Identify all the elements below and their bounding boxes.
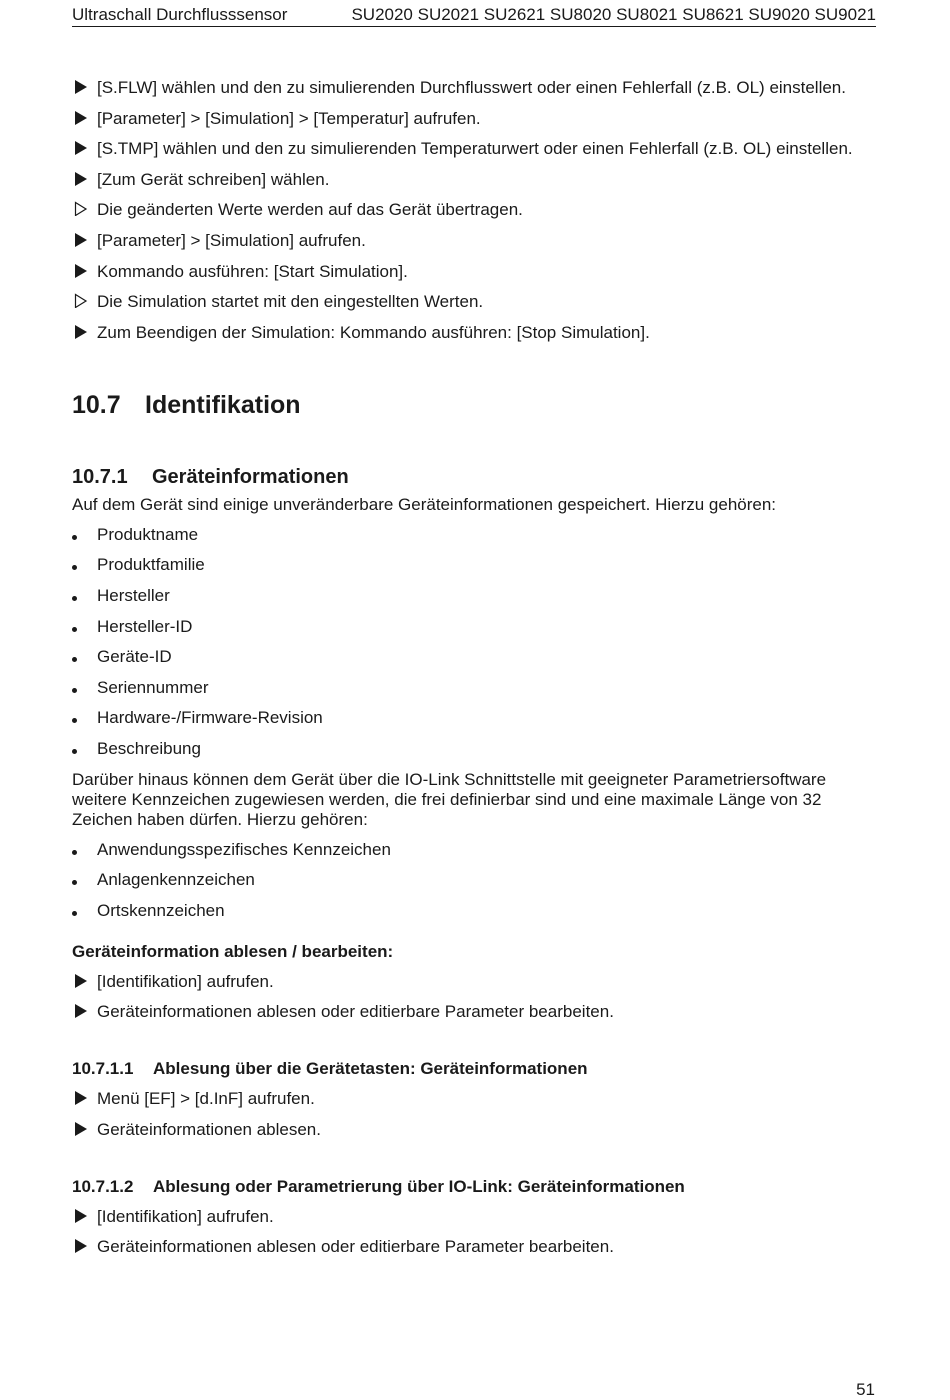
info-list-item bbox=[72, 586, 877, 606]
instruction-step bbox=[72, 1002, 877, 1022]
instruction-step bbox=[72, 1089, 877, 1109]
bullet-icon bbox=[72, 739, 90, 759]
custom-info-list bbox=[72, 840, 877, 921]
info-list-item-text: Produktfamilie bbox=[97, 555, 205, 575]
bullet-icon bbox=[72, 586, 90, 606]
info-list-item bbox=[72, 708, 877, 728]
instruction-step-text: Menü [EF] > [d.InF] aufrufen. bbox=[97, 1089, 315, 1109]
instruction-step bbox=[72, 1237, 877, 1257]
subsection-number: 10.7.1 bbox=[72, 465, 128, 488]
info-list-item-text: Anwendungsspezifisches Kennzeichen bbox=[97, 839, 391, 859]
bullet-icon bbox=[72, 555, 90, 575]
instruction-step-text: [Identifikation] aufrufen. bbox=[97, 1206, 274, 1226]
instruction-step-text: [Zum Gerät schreiben] wählen. bbox=[97, 169, 330, 189]
bullet-icon bbox=[72, 708, 90, 728]
info-list-item-text: Geräte-ID bbox=[97, 647, 172, 667]
action-arrow-icon bbox=[74, 972, 92, 992]
instruction-step bbox=[72, 231, 877, 251]
intro2-paragraph: Darüber hinaus können dem Gerät über die IO-Link Schnittstelle mit geeigneter Parametriersoftware weitere Kennzeichen zugewiesen werden, die frei definierbar sind und eine maximale Länge von 32 Zeichen haben dürfen. Hierzu gehören: bbox=[72, 769, 827, 829]
action-arrow-icon bbox=[74, 1237, 92, 1257]
fixed-info-list bbox=[72, 525, 877, 759]
subsub1-number: 10.7.1.1 bbox=[72, 1059, 134, 1079]
section-title: Identifikation bbox=[145, 390, 301, 419]
action-arrow-icon bbox=[74, 1002, 92, 1022]
info-list-item bbox=[72, 617, 877, 637]
instruction-step bbox=[72, 139, 877, 159]
instruction-step bbox=[72, 200, 877, 220]
info-list-item bbox=[72, 840, 877, 860]
header-model-list: SU2020 SU2021 SU2621 SU8020 SU8021 SU8621 SU9020 SU9021 bbox=[351, 5, 876, 24]
action-arrow-icon bbox=[74, 323, 92, 343]
info-list-item-text: Hersteller-ID bbox=[97, 616, 193, 636]
info-list-item-text: Beschreibung bbox=[97, 738, 201, 758]
instruction-step bbox=[72, 109, 877, 129]
info-list-item bbox=[72, 870, 877, 890]
subsub1-heading bbox=[72, 1059, 877, 1079]
subsub2-steps bbox=[72, 1207, 877, 1258]
page-number: 51 bbox=[856, 1380, 875, 1399]
subsub1-steps bbox=[72, 1089, 877, 1140]
instruction-step-text: Die Simulation startet mit den eingestellten Werten. bbox=[97, 292, 484, 312]
bullet-icon bbox=[72, 647, 90, 667]
action-arrow-icon bbox=[74, 78, 92, 98]
instruction-step-text: Zum Beendigen der Simulation: Kommando ausführen: [Stop Simulation]. bbox=[97, 322, 650, 342]
instruction-step bbox=[72, 292, 877, 312]
action-arrow-icon bbox=[74, 109, 92, 129]
info-list-item-text: Produktname bbox=[97, 524, 199, 544]
subsub2-heading bbox=[72, 1177, 877, 1197]
info-list-item bbox=[72, 678, 877, 698]
subsection-heading bbox=[72, 465, 877, 489]
section-heading bbox=[72, 390, 877, 420]
action-arrow-icon bbox=[74, 139, 92, 159]
bullet-icon bbox=[72, 840, 90, 860]
info-list-item-text: Hardware-/Firmware-Revision bbox=[97, 708, 323, 728]
info-list-item-text: Hersteller bbox=[97, 585, 170, 605]
instruction-step-text: Kommando ausführen: [Start Simulation]. bbox=[97, 261, 408, 281]
instruction-step-text: [S.TMP] wählen und den zu simulierenden Temperaturwert oder einen Fehlerfall (z.B. OL) einstellen. bbox=[97, 139, 853, 159]
result-arrow-icon bbox=[74, 292, 92, 312]
instruction-step-text: Geräteinformationen ablesen oder editierbare Parameter bearbeiten. bbox=[97, 1002, 614, 1022]
info-list-item bbox=[72, 901, 877, 921]
instruction-step bbox=[72, 78, 877, 98]
bullet-icon bbox=[72, 870, 90, 890]
instruction-step-text: [Parameter] > [Simulation] > [Temperatur] aufrufen. bbox=[97, 108, 481, 128]
info-list-item bbox=[72, 555, 877, 575]
instruction-step-text: Geräteinformationen ablesen. bbox=[97, 1119, 321, 1139]
subsub2-number: 10.7.1.2 bbox=[72, 1176, 134, 1196]
read-edit-label: Geräteinformation ablesen / bearbeiten: bbox=[72, 941, 394, 961]
result-arrow-icon bbox=[74, 200, 92, 220]
header-product-type: Ultraschall Durchflusssensor bbox=[72, 5, 288, 24]
action-arrow-icon bbox=[74, 1120, 92, 1140]
top-instruction-list bbox=[72, 78, 877, 343]
bullet-icon bbox=[72, 678, 90, 698]
bullet-icon bbox=[72, 901, 90, 921]
page-content bbox=[72, 78, 877, 1268]
instruction-step-text: Geräteinformationen ablesen oder editierbare Parameter bearbeiten. bbox=[97, 1237, 614, 1257]
instruction-step-text: [Parameter] > [Simulation] aufrufen. bbox=[97, 230, 366, 250]
action-arrow-icon bbox=[74, 1089, 92, 1109]
info-list-item bbox=[72, 525, 877, 545]
info-list-item bbox=[72, 647, 877, 667]
action-arrow-icon bbox=[74, 231, 92, 251]
instruction-step bbox=[72, 972, 877, 992]
read-steps-list bbox=[72, 972, 877, 1023]
instruction-step-text: Die geänderten Werte werden auf das Gerät übertragen. bbox=[97, 200, 523, 220]
bullet-icon bbox=[72, 525, 90, 545]
info-list-item-text: Anlagenkennzeichen bbox=[97, 870, 255, 890]
subsub1-title: Ablesung über die Gerätetasten: Geräteinformationen bbox=[153, 1059, 588, 1079]
action-arrow-icon bbox=[74, 1207, 92, 1227]
instruction-step-text: [S.FLW] wählen und den zu simulierenden Durchflusswert oder einen Fehlerfall (z.B. OL) einstellen. bbox=[97, 78, 846, 97]
bullet-icon bbox=[72, 617, 90, 637]
section-number: 10.7 bbox=[72, 390, 121, 419]
info-list-item-text: Ortskennzeichen bbox=[97, 900, 225, 920]
instruction-step bbox=[72, 170, 877, 190]
action-arrow-icon bbox=[74, 262, 92, 282]
info-list-item-text: Seriennummer bbox=[97, 677, 209, 697]
action-arrow-icon bbox=[74, 170, 92, 190]
info-list-item bbox=[72, 739, 877, 759]
instruction-step bbox=[72, 323, 877, 343]
instruction-step bbox=[72, 1207, 877, 1227]
instruction-step bbox=[72, 1120, 877, 1140]
intro-paragraph: Auf dem Gerät sind einige unveränderbare Geräteinformationen gespeichert. Hierzu gehören: bbox=[72, 494, 777, 514]
page-header bbox=[72, 4, 876, 27]
subsection-title: Geräteinformationen bbox=[152, 465, 349, 488]
subsub2-title: Ablesung oder Parametrierung über IO-Link: Geräteinformationen bbox=[153, 1176, 685, 1196]
instruction-step-text: [Identifikation] aufrufen. bbox=[97, 971, 274, 991]
instruction-step bbox=[72, 262, 877, 282]
